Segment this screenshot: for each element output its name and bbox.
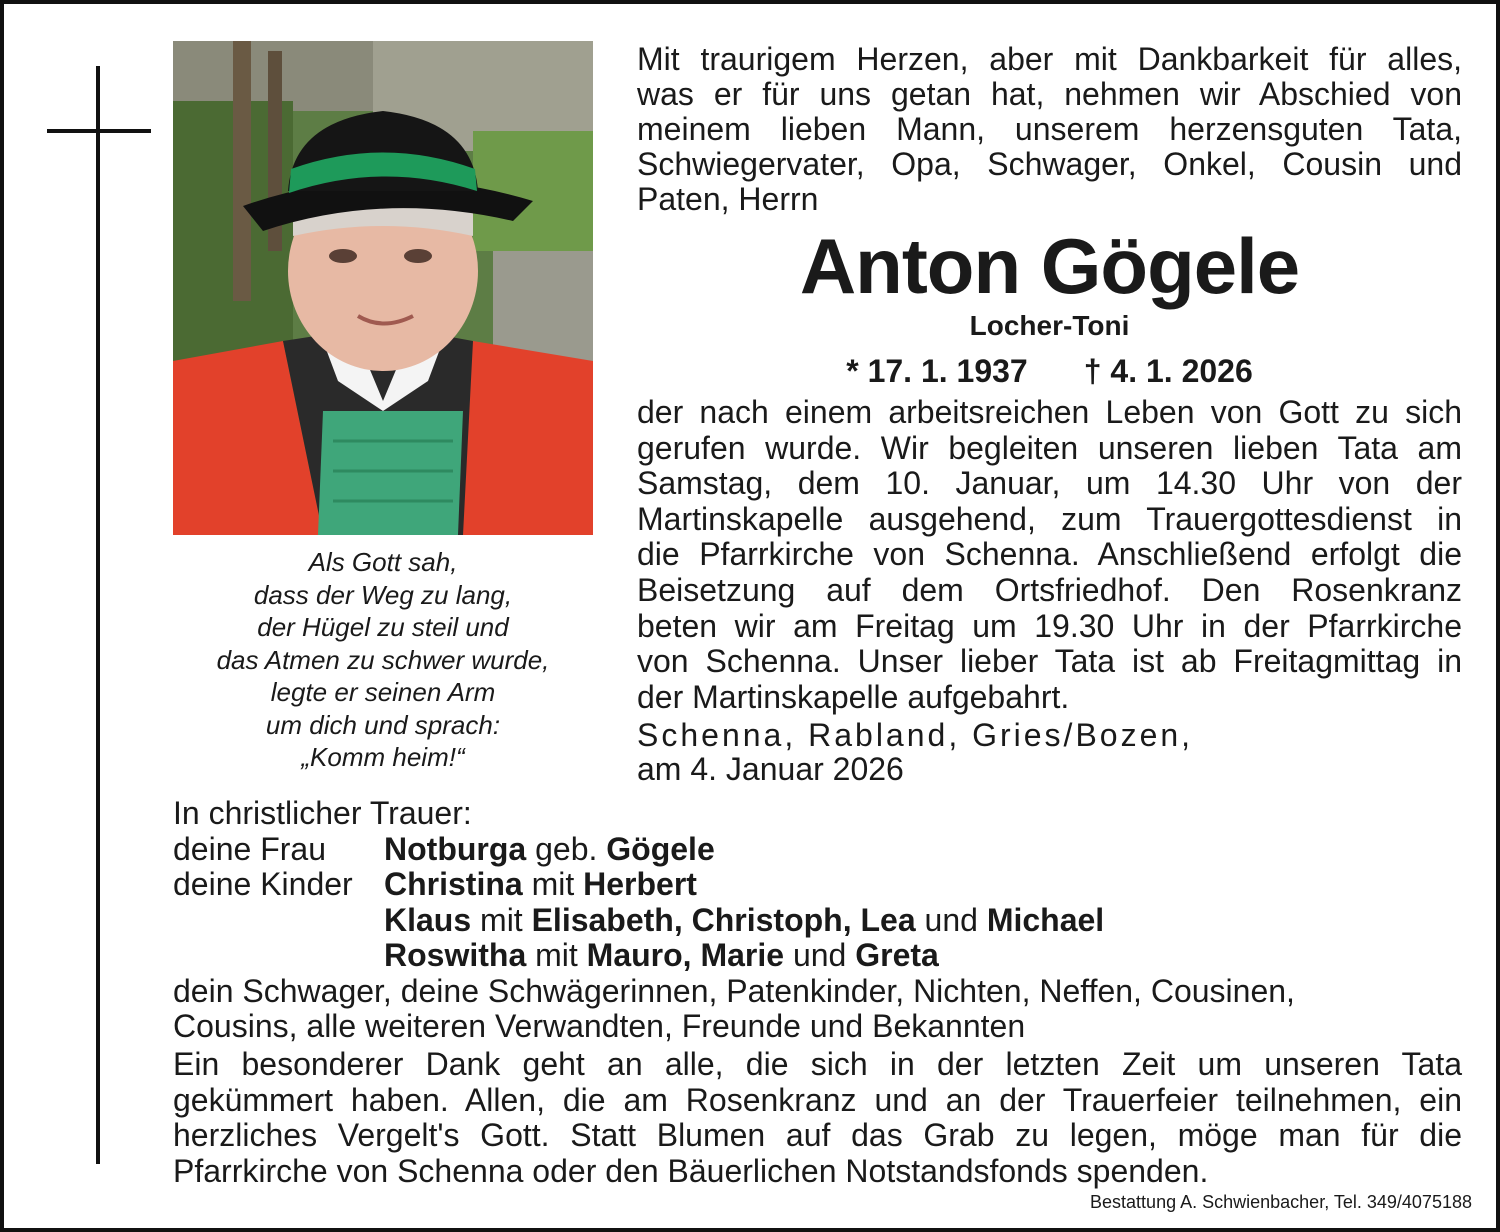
relation-label: deine Kinder <box>173 866 353 902</box>
poem-line: der Hügel zu steil und <box>257 612 509 642</box>
poem-line: legte er seinen Arm <box>270 677 496 707</box>
mourner-row-child <box>173 938 1462 974</box>
connector-text: mit <box>480 901 523 938</box>
details-line: Martinskapelle ausgehend, zum Trauergottesdienst in <box>637 500 1462 537</box>
intro-line: was er für uns getan hat, nehmen wir Abschied von <box>637 76 1462 112</box>
thanks-line: herzliches Vergelt's Gott. Statt Blumen auf das Grab zu legen, möge man für die <box>173 1117 1462 1153</box>
death-date: † 4. 1. 2026 <box>1083 353 1253 389</box>
intro-line: Mit traurigem Herzen, aber mit Dankbarkeit für alles, <box>637 41 1462 77</box>
funeral-details <box>637 395 1462 715</box>
connector-text: mit <box>535 937 578 973</box>
place-names: Schenna, Rabland, Gries/Bozen, <box>637 717 1194 753</box>
place-and-date <box>637 718 1462 786</box>
mourner-row-child <box>173 867 1462 903</box>
deceased-nickname: Locher-Toni <box>969 310 1130 341</box>
details-line: Beisetzung auf dem Ortsfriedhof. Den Rosenkranz <box>637 571 1462 608</box>
mourner-row-wife <box>173 832 1462 868</box>
mourner-name: Gögele <box>606 830 715 867</box>
thanks-line: Pfarrkirche von Schenna oder den Bäuerlichen Notstandsfonds spenden. <box>173 1152 1209 1189</box>
connector-text: geb. <box>535 830 598 867</box>
thanks-paragraph <box>173 1047 1462 1189</box>
mourner-name: Mauro, Marie <box>586 937 785 973</box>
details-line: die Pfarrkirche von Schenna. Anschließend erfolgt die <box>637 536 1462 573</box>
thanks-line: gekümmert haben. Allen, die am Rosenkranz und an der Trauerfeier teilnehmen, ein <box>173 1081 1462 1118</box>
cross-horizontal-bar <box>47 129 151 133</box>
mourner-row-child <box>173 903 1462 939</box>
mourner-name: Roswitha <box>384 937 527 973</box>
mourners-list <box>173 796 1462 1045</box>
mourner-name: Elisabeth, Christoph, Lea <box>531 901 916 938</box>
poem-line: dass der Weg zu lang, <box>253 579 513 610</box>
thanks-line: Ein besonderer Dank geht an alle, die sich in der letzten Zeit um unseren Tata <box>173 1046 1462 1082</box>
intro-line: Schwiegervater, Opa, Schwager, Onkel, Cousin und <box>637 146 1462 182</box>
mourner-name: Herbert <box>583 866 697 902</box>
birth-date: * 17. 1. 1937 <box>846 353 1028 389</box>
connector-text: und <box>792 937 847 973</box>
intro-line: meinem lieben Mann, unserem herzensguten Tata, <box>637 111 1462 147</box>
mourner-name: Christina <box>384 866 523 902</box>
intro-line: Paten, Herrn <box>637 181 819 217</box>
memorial-poem <box>173 546 593 774</box>
mourner-name: Michael <box>986 901 1105 938</box>
details-line: beten wir am Freitag um 19.30 Uhr in der Pfarrkirche <box>637 607 1462 644</box>
mourner-name: Klaus <box>384 901 472 938</box>
other-relatives-line: Cousins, alle weiteren Verwandten, Freunde und Bekannten <box>173 1008 1026 1044</box>
relation-label: deine Frau <box>173 830 326 867</box>
connector-text: und <box>924 901 978 938</box>
deceased-name: Anton Gögele <box>799 222 1300 310</box>
cross-vertical-bar <box>96 66 100 1164</box>
details-line: gerufen wurde. Wir begleiten unseren lieben Tata am <box>637 429 1462 466</box>
mourners-heading: In christlicher Trauer: <box>173 795 472 831</box>
poem-line: um dich und sprach: <box>265 709 501 740</box>
details-line: von Schenna. Unser lieber Tata ist ab Freitagmittag in <box>637 643 1462 680</box>
other-relatives-line: dein Schwager, deine Schwägerinnen, Patenkinder, Nichten, Neffen, Cousinen, <box>173 972 1295 1009</box>
portrait-photo <box>173 41 593 535</box>
connector-text: mit <box>531 866 575 902</box>
poem-line: Als Gott sah, <box>308 547 458 577</box>
mourner-name: Greta <box>855 937 939 973</box>
portrait-illustration <box>173 41 593 535</box>
intro-paragraph <box>637 42 1462 217</box>
funeral-home-credit: Bestattung A. Schwienbacher, Tel. 349/4075188 <box>1090 1192 1472 1212</box>
details-line: Samstag, dem 10. Januar, um 14.30 Uhr von der <box>637 465 1462 502</box>
details-line: der Martinskapelle aufgebahrt. <box>637 678 1070 715</box>
poem-line: „Komm heim!“ <box>301 742 465 772</box>
details-line: der nach einem arbeitsreichen Leben von Gott zu sich <box>637 394 1462 430</box>
notice-date: am 4. Januar 2026 <box>637 751 904 787</box>
mourner-name: Notburga <box>384 830 527 867</box>
poem-line: das Atmen zu schwer wurde, <box>216 644 550 675</box>
life-dates <box>637 352 1462 390</box>
